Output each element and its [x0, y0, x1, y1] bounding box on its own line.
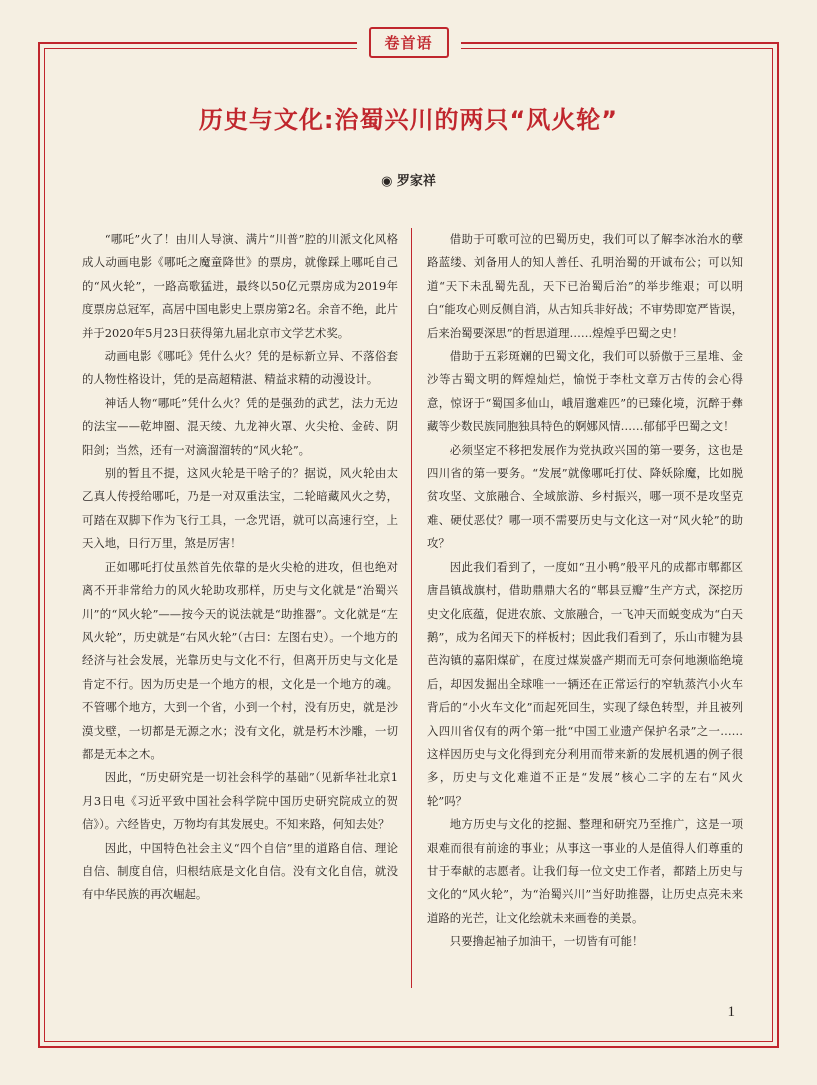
paragraph: “哪吒”火了！由川人导演、满片“川普”腔的川派文化风格成人动画电影《哪吒之魔童降世》的票房，就像踩上哪吒自己的“风火轮”，一路高歌猛进，最终以50亿元票房成为2019年度票房总冠军，高居中国电影史上票房第2名。余音不绝，此片并于2020年5月23日获得第九届北京市文学艺术奖。: [82, 232, 398, 340]
paragraph: 地方历史与文化的挖掘、整理和研究乃至推广，这是一项艰难而很有前途的事业；从事这一事业的人是值得人们尊重的甘于奉献的志愿者。让我们每一位文史工作者，都踏上历史与文化的“风火轮”，为“治蜀兴川”当好助推器，让历史点亮未来道路的光芒，让文化绘就未来画卷的美景。: [427, 817, 743, 925]
paragraph: 只要撸起袖子加油干，一切皆有可能！: [449, 934, 644, 949]
paragraph: 因此，“历史研究是一切社会科学的基础”（见新华社北京1月3日电《习近平致中国社会科学院中国历史研究院成立的贺信》）。六经皆史，万物均有其发展史。不知来路，何知去处？: [82, 770, 398, 832]
section-tag-wrap: [356, 27, 460, 58]
paragraph: 动画电影《哪吒》凭什么火？凭的是标新立异、不落俗套的人物性格设计，凭的是高超精湛、精益求精的动漫设计。: [82, 349, 398, 387]
section-tag: 卷首语: [368, 27, 448, 58]
article-title: 历史与文化:治蜀兴川的两只“风火轮”: [198, 106, 619, 134]
paragraph: 正如哪吒打仗虽然首先依靠的是火尖枪的进攻，但也绝对离不开非常给力的风火轮助攻那样，历史与文化就是“治蜀兴川”的“风火轮”——按今天的说法就是“助推器”。文化就是“左风火轮”，历史就是“右风火轮”（古曰：左图右史）。一个地方的经济与社会发展，光靠历史与文化不行，但离开历史与文化是肯定不行。因为历史是一个地方的根，文化是一个地方的魂。不管哪个地方，大到一个省，小到一个村，没有历史，就是沙漠戈壁，一切都是无源之水；没有文化，就是朽木沙雕，一切都是无本之木。: [82, 559, 398, 761]
page-number: 1: [727, 1004, 735, 1020]
right-column: [427, 228, 743, 954]
paragraph: 借助于可歌可泣的巴蜀历史，我们可以了解李冰治水的孽路蓝缕、刘备用人的知人善任、孔明治蜀的开诚布公；可以知道“天下未乱蜀先乱，天下已治蜀后治”的举步维艰；可以明白“能攻心则反侧自消，从古知兵非好战；不审势即宽严皆误，后来治蜀要深思”的哲思道理……煌煌乎巴蜀之史！: [427, 232, 743, 340]
paragraph: 别的暂且不提，这风火轮是干啥子的？据说，风火轮由太乙真人传授给哪吒，乃是一对双重法宝，二轮暗藏风火之势，可踏在双脚下作为飞行工具，一念咒语，就可以高速行空，上天入地，日行万里，煞是厉害！: [82, 466, 398, 551]
left-column: [82, 228, 398, 907]
paragraph: 因此我们看到了，一度如“丑小鸭”般平凡的成都市郫都区唐昌镇战旗村，借助鼎鼎大名的“郫县豆瓣”生产方式，深挖历史文化底蕴，促进农旅、文旅融合，一飞冲天而蜕变成为“白天鹅”，成为名闻天下的样板村；因此我们看到了，乐山市犍为县芭沟镇的嘉阳煤矿，在度过煤炭盛产期而无可奈何地濒临绝境后，却因发掘出全球唯一一辆还在正常运行的窄轨蒸汽小火车背后的“小火车文化”而起死回生，实现了绿色转型，并且被列入四川省仅有的两个第一批“中国工业遗产保护名录”之一……这样因历史与文化得到充分利用而带来新的发展机遇的例子很多，历史与文化难道不正是“发展”核心二字的左右“风火轮”吗？: [427, 559, 743, 808]
paragraph: 必须坚定不移把发展作为党执政兴国的第一要务，这也是四川省的第一要务。“发展”就像哪吒打仗、降妖除魔，比如脱贫攻坚、文旅融合、全域旅游、乡村振兴，哪一项不是攻坚克难、硬仗恶仗？哪一项不需要历史与文化这一对“风火轮”的助攻？: [427, 442, 743, 551]
article-author: ◉ 罗家祥: [381, 174, 436, 189]
paragraph: 借助于五彩斑斓的巴蜀文化，我们可以骄傲于三星堆、金沙等古蜀文明的辉煌灿烂，愉悦于李杜文章万古传的会心得意，惊讶于“蜀国多仙山，峨眉邈难匹”的已臻化境，沉醉于彝藏等少数民族同胞独具特色的婀娜风情……郁郁乎巴蜀之文！: [427, 349, 743, 434]
paragraph: 因此，中国特色社会主义“四个自信”里的道路自信、理论自信、制度自信，归根结底是文化自信。没有文化自信，就没有中华民族的再次崛起。: [82, 840, 398, 902]
paragraph: 神话人物“哪吒”凭什么火？凭的是强劲的武艺，法力无边的法宝——乾坤圈、混天绫、九龙神火罩、火尖枪、金砖、阴阳剑；当然，还有一对滴溜溜转的“风火轮”。: [82, 395, 398, 457]
column-divider: [411, 228, 412, 988]
